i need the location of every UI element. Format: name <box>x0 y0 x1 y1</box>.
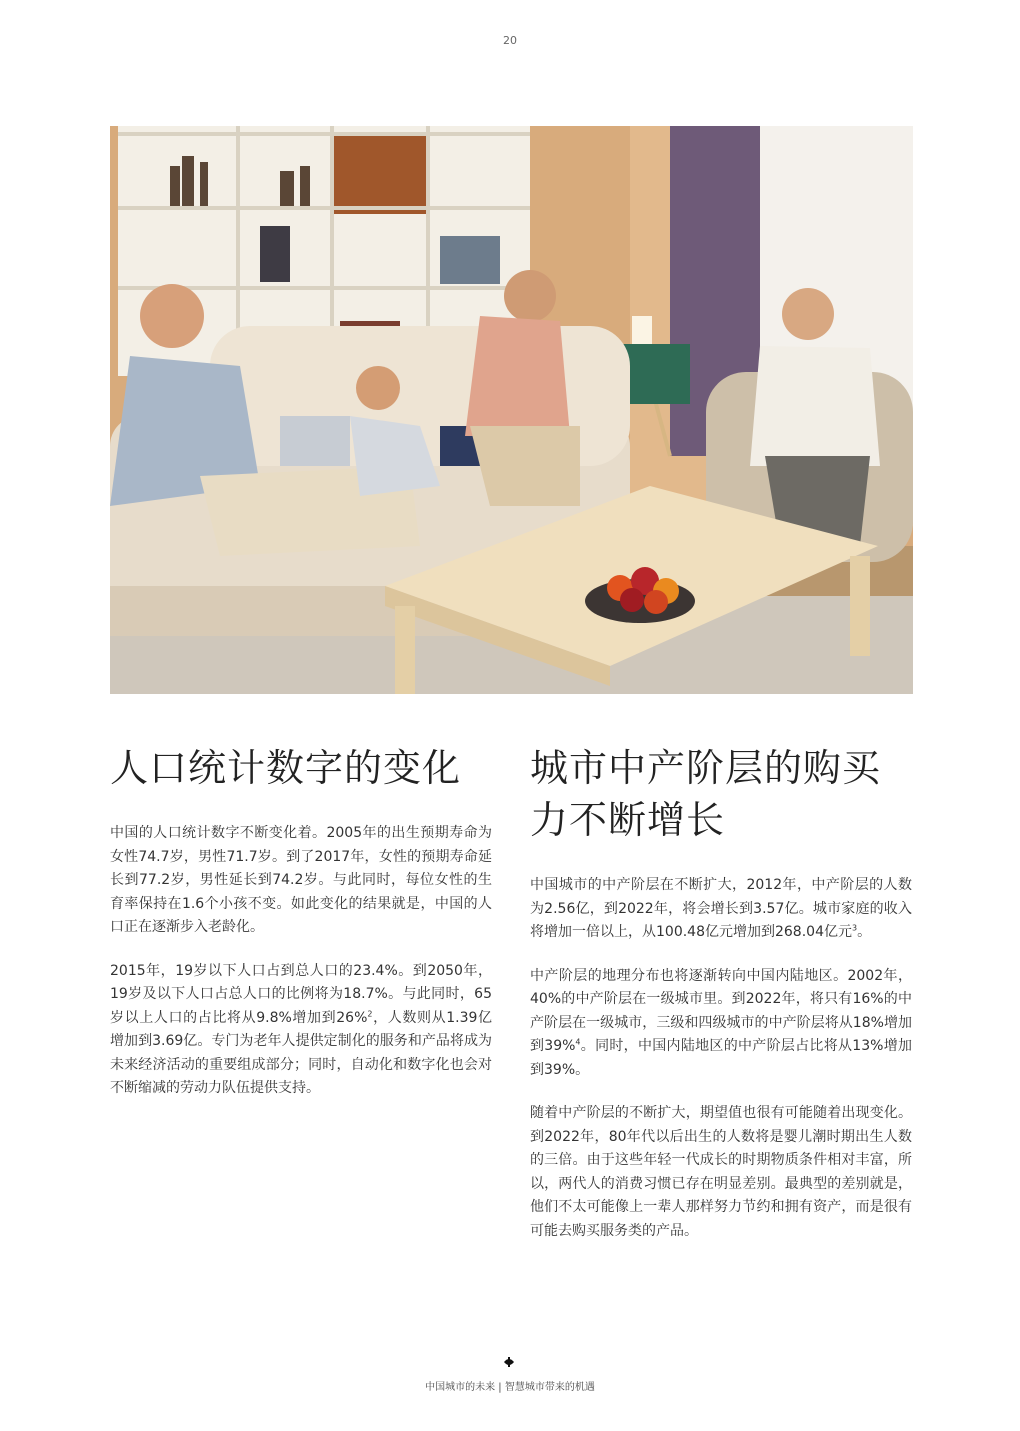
demographics-paragraph-1: 中国的人口统计数字不断变化着。2005年的出生预期寿命为女性74.7岁，男性71.7岁。到了2017年，女性的预期寿命延长到77.2岁，男性延长到74.2岁。与此同时，每位女性的生育率保持在1.6个小孩不变。如此变化的结果就是，中国的人口正在逐渐步入老龄化。 <box>110 825 492 935</box>
middle-class-paragraph-1-part-2: 。 <box>857 924 872 940</box>
middle-class-paragraph-1-part-1: 中国城市的中产阶层在不断扩大，2012年，中产阶层的人数为2.56亿，到2022年，将会增长到3.57亿。城市家庭的收入将增加一倍以上，从100.48亿元增加到268.04亿元 <box>530 877 912 940</box>
middle-class-paragraph-1 <box>530 874 912 945</box>
section-heading-middle-class: 城市中产阶层的购买力不断增长 <box>530 746 882 842</box>
middle-class-paragraph-2 <box>530 965 912 1083</box>
middle-class-paragraph-2-part-1: 中产阶层的地理分布也将逐渐转向中国内陆地区。2002年，40%的中产阶层在一级城市里。到2022年，将只有16%的中产阶层在一级城市，三级和四级城市的中产阶层将从18%增加到39% <box>530 967 912 1054</box>
page-number: 20 <box>503 34 517 47</box>
section-heading-demographics: 人口统计数字的变化 <box>110 746 462 790</box>
footer-title: 中国城市的未来 | 智慧城市带来的机遇 <box>425 1382 595 1393</box>
footnote-ref-4[interactable]: 4 <box>575 1037 581 1047</box>
demographics-paragraph-2-part-2: ，人数则从1.39亿增加到3.69亿。专门为老年人提供定制化的服务和产品将成为未来经济活动的重要组成部分；同时，自动化和数字化也会对不断缩减的劳动力队伍提供支持。 <box>110 1009 493 1096</box>
footer-logo-icon <box>502 1356 516 1368</box>
footnote-ref-3[interactable]: 3 <box>851 923 858 933</box>
demographics-paragraph-2 <box>110 960 492 1101</box>
family-living-room-photo <box>110 126 913 694</box>
middle-class-paragraph-2-part-2: 。同时，中国内陆地区的中产阶层占比将从13%增加到39%。 <box>530 1038 912 1078</box>
left-column <box>110 742 492 1121</box>
right-column <box>530 742 912 1263</box>
demographics-paragraph-2-part-1: 2015年，19岁以下人口占到总人口的23.4%。到2050年，19岁及以下人口占总人口的比例将为18.7%。与此同时，65岁以上人口的占比将从9.8%增加到26% <box>110 962 492 1026</box>
middle-class-paragraph-3: 随着中产阶层的不断扩大，期望值也很有可能随着出现变化。到2022年，80年代以后出生的人数将是婴儿潮时期出生人数的三倍。由于这些年轻一代成长的时期物质条件相对丰富，所以，两代人的消费习惯已存在明显差别。最典型的差别就是，他们不太可能像上一辈人那样努力节约和拥有资产，而是很有可能去购买服务类的产品。 <box>530 1105 912 1239</box>
footnote-ref-2[interactable]: 2 <box>367 1008 373 1018</box>
